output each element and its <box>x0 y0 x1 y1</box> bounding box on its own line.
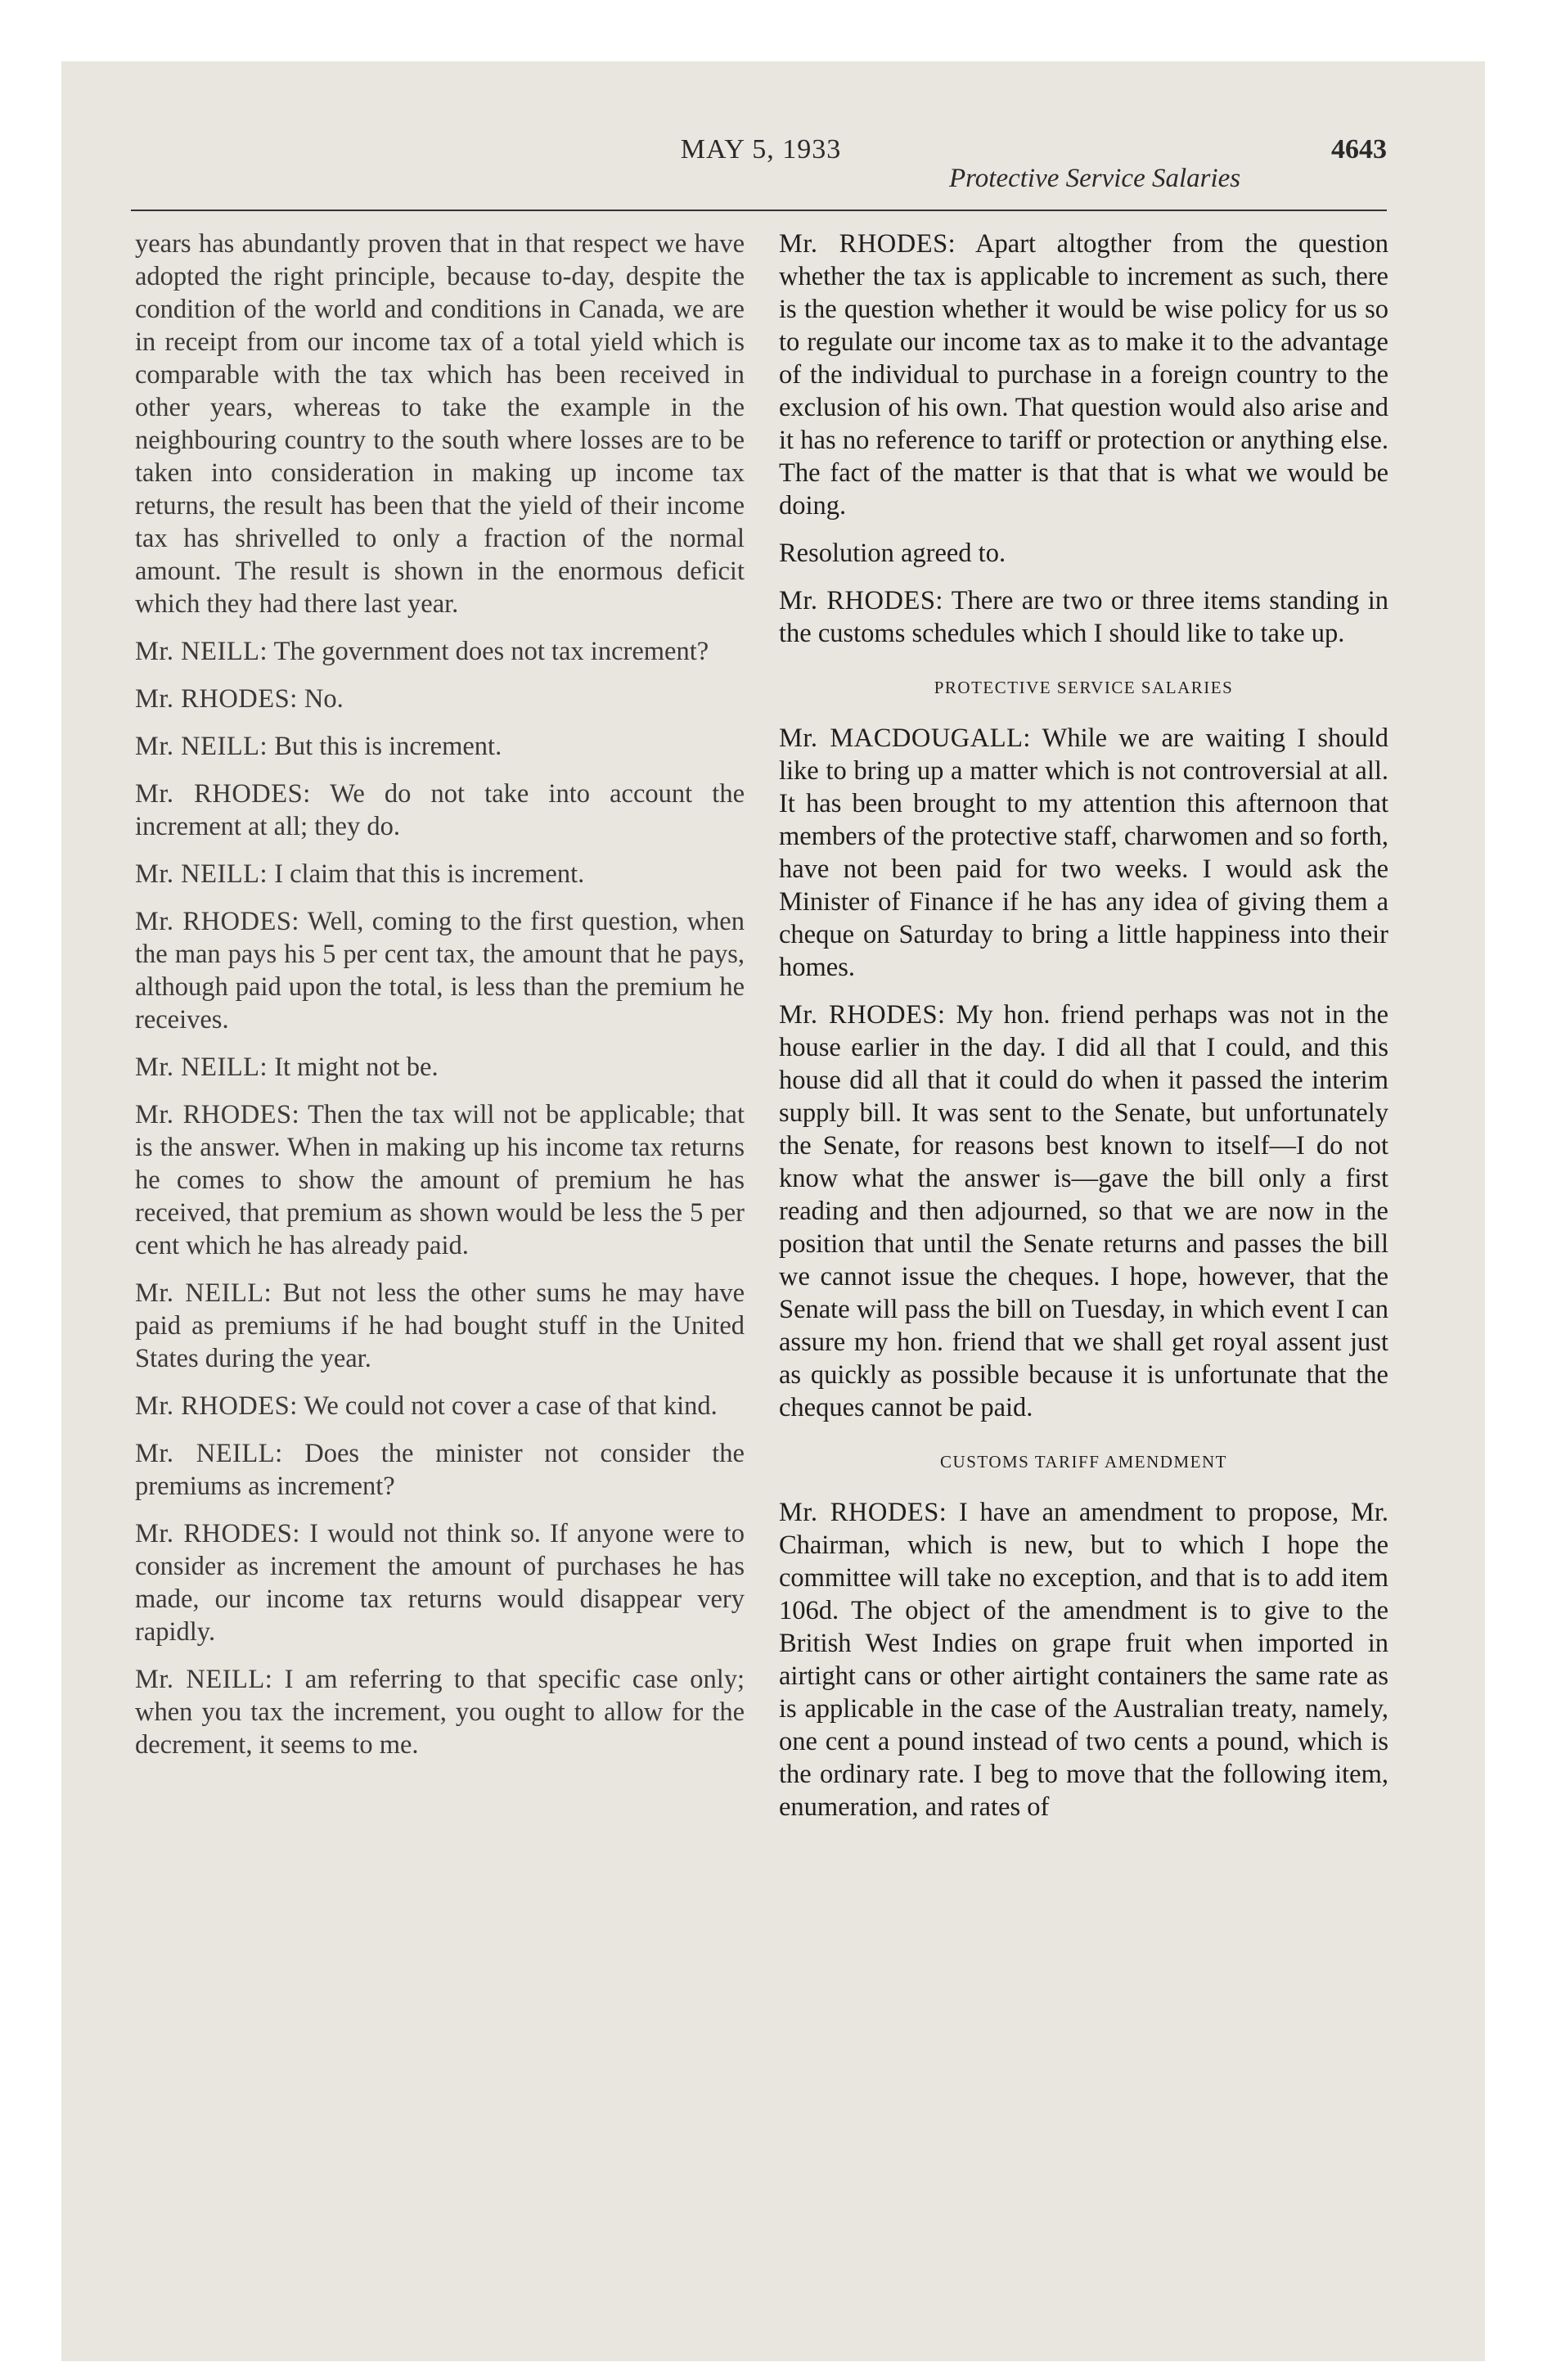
speech-text: But this is increment. <box>274 732 502 761</box>
speech-text: It might not be. <box>274 1053 439 1082</box>
speaker-name: Mr. RHODES: <box>779 1000 946 1030</box>
speaker-name: Mr. NEILL: <box>135 1053 268 1082</box>
left-column <box>135 228 745 1776</box>
speaker-name: Mr. NEILL: <box>135 732 268 761</box>
speech-text: I claim that this is increment. <box>274 859 585 889</box>
speech-paragraph <box>135 1098 745 1262</box>
resolution-note: Resolution agreed to. <box>779 539 1006 568</box>
speaker-name: Mr. RHODES: <box>135 684 298 714</box>
section-heading-customs: CUSTOMS TARIFF AMENDMENT <box>940 1452 1227 1472</box>
speaker-name: Mr. RHODES: <box>779 586 943 615</box>
speech-paragraph <box>135 905 745 1036</box>
speaker-name: Mr. RHODES: <box>135 1391 298 1421</box>
header-section-title: Protective Service Salaries <box>949 164 1241 193</box>
speech-text: My hon. friend perhaps was not in the house earlier in the day. I did all that I could, and this house did all that it could do when it passed the interim supply bill. It was sent to the Senate, but unfortunately the Senate, for reasons best known to itself—I do not know what the answer is—gave the bill only a first reading and then adjourned, so that we are now in the position that until the Senate returns and passes the bill we cannot issue the cheques. I hope, however, that the Senate will pass the bill on Tuesday, in which event I can assure my hon. friend that we shall get royal assent just as quickly as possible because it is unfortunate that the cheques cannot be paid. <box>779 1000 1388 1422</box>
speaker-name: Mr. NEILL: <box>135 1278 272 1308</box>
right-block-3 <box>779 722 1388 1424</box>
right-column <box>779 228 1388 1838</box>
left-speeches <box>135 635 745 1761</box>
speaker-name: Mr. RHODES: <box>135 779 311 809</box>
speaker-name: Mr. RHODES: <box>135 1100 300 1129</box>
speech-paragraph <box>779 228 1388 522</box>
speech-paragraph <box>135 1051 745 1084</box>
speech-text: There are two or three items standing in the customs schedules which I should like to take up. <box>779 586 1389 648</box>
speech-paragraph <box>135 683 745 715</box>
speech-text: No. <box>304 684 344 714</box>
page-header <box>135 131 1387 213</box>
speech-text: I have an amendment to propose, Mr. Chairman, which is new, but to which I hope the committee will take no exception, and that is to add item 106d. The object of the amendment is to give to the British West Indies on grape fruit when imported in airtight cans or other airtight containers the same rate as is applicable in the case of the Australian treaty, namely, one cent a pound instead of two cents a pound, which is the ordinary rate. I beg to move that the following item, enumeration, and rates of <box>779 1498 1388 1822</box>
speech-paragraph <box>135 1390 745 1422</box>
speech-text: But not less the other sums he may have paid as premiums if he had bought stuff in the United States during the year. <box>135 1278 745 1373</box>
section-heading-protective: PROTECTIVE SERVICE SALARIES <box>934 678 1234 697</box>
right-block-1 <box>779 228 1388 522</box>
speech-paragraph <box>779 584 1388 650</box>
speech-text: Does the minister not consider the premiums as increment? <box>135 1439 745 1501</box>
continued-paragraph: years has abundantly proven that in that respect we have adopted the right principle, because to-day, despite the condition of the world and conditions in Canada, we are in receipt from our income tax of a total yield which is comparable with the tax which has been received in other years, whereas to take the example in the neighbouring country to the south where losses are to be taken into consideration in making up income tax returns, the result has been that the yield of their income tax has shrivelled to only a fraction of the normal amount. The result is shown in the enormous deficit which they had there last year. <box>135 229 745 619</box>
speaker-name: Mr. RHODES: <box>779 1498 947 1527</box>
speaker-name: Mr. RHODES: <box>779 229 956 259</box>
speech-text: Well, coming to the first question, when the man pays his 5 per cent tax, the amount that he pays, although paid upon the total, is less than the premium he receives. <box>135 907 745 1034</box>
speech-text: While we are waiting I should like to bring up a matter which is not controversial at all. It has been brought to my attention this afternoon that members of the protective staff, charwomen and so forth, have not been paid for two weeks. I would ask the Minister of Finance if he has any idea of giving them a cheque on Saturday to bring a little happiness into their homes. <box>779 723 1388 982</box>
speaker-name: Mr. NEILL: <box>135 859 268 889</box>
speaker-name: Mr. MACDOUGALL: <box>779 723 1031 753</box>
speech-text: We do not take into account the increment at all; they do. <box>135 779 745 841</box>
speech-paragraph <box>135 1437 745 1503</box>
speech-text: The government does not tax increment? <box>273 637 709 666</box>
speech-paragraph <box>135 858 745 890</box>
speaker-name: Mr. NEILL: <box>135 637 268 666</box>
speech-paragraph <box>779 1496 1388 1823</box>
speech-text: We could not cover a case of that kind. <box>304 1391 718 1421</box>
speech-paragraph <box>135 778 745 843</box>
speech-paragraph <box>135 635 745 668</box>
speech-text: I am referring to that specific case only; when you tax the increment, you ought to allow for the decrement, it seems to me. <box>135 1665 745 1760</box>
speech-paragraph <box>135 1277 745 1375</box>
right-block-4 <box>779 1496 1388 1823</box>
speech-paragraph <box>135 1517 745 1648</box>
header-page-number: 4643 <box>1331 134 1387 165</box>
right-block-2 <box>779 584 1388 650</box>
header-rule <box>131 210 1387 211</box>
speaker-name: Mr. RHODES: <box>135 907 299 936</box>
speech-text: Then the tax will not be applicable; that is the answer. When in making up his income tax returns he comes to show the amount of premium he has received, that premium as shown would be less the 5 per cent which he has already paid. <box>135 1100 745 1260</box>
header-date: MAY 5, 1933 <box>680 134 842 165</box>
speaker-name: Mr. RHODES: <box>135 1519 300 1548</box>
speech-paragraph <box>779 998 1388 1424</box>
speech-text: I would not think so. If anyone were to consider as increment the amount of purchases he has made, our income tax returns would disappear very rapidly. <box>135 1519 745 1647</box>
speech-paragraph <box>135 1663 745 1761</box>
speaker-name: Mr. NEILL: <box>135 1665 273 1694</box>
speech-paragraph <box>779 722 1388 984</box>
speech-paragraph <box>135 730 745 763</box>
speaker-name: Mr. NEILL: <box>135 1439 283 1468</box>
speech-text: Apart altogther from the question whether the tax is applicable to increment as such, there is the question whether it would be wise policy for us so to regulate our income tax as to make it to the advantage of the individual to purchase in a foreign country to the exclusion of his own. That question would also arise and it has no reference to tariff or protection or anything else. The fact of the matter is that that is what we would be doing. <box>779 229 1388 521</box>
